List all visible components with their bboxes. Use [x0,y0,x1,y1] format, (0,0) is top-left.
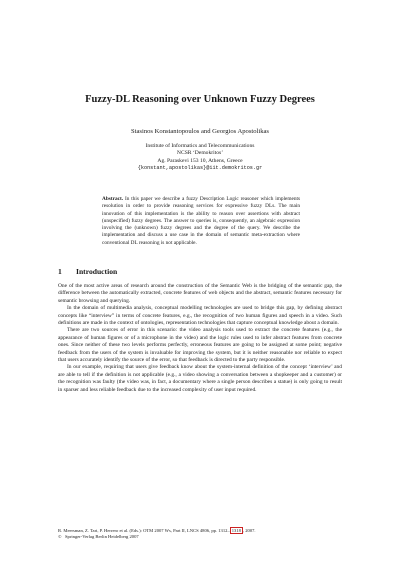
affiliation-line: Ag. Paraskevi 153 10, Athens, Greece [157,157,243,164]
body-text [58,283,342,394]
paper-title: Fuzzy-DL Reasoning over Unknown Fuzzy Degrees [85,94,315,105]
abstract-text: In this paper we describe a fuzzy Description Logic reasoner which implements resolution in order to provide reasoning services for expressive fuzzy DLs. The main innovation of this implementation is the ability to reason over assertions with abstract (unspecified) fuzzy degrees. The answer to queries is, consequently, an algebraic expression involving the (unknown) fuzzy degrees and the degree of the query. We describe the implementation and discuss a use case in the domain of semantic meta-extraction where conventional DL reasoning is not applicable. [102,196,301,246]
body-paragraph: There are two sources of error in this scenario: the video analysis tools used to extract the concrete features (e.g., the appearance of human figures or of a microphone in the video) and the logic rules used to infer abstract features from concrete ones. Since neither of these two levels performs perfectly, erroneous features are going to be assigned at some point; negative feedback from the users of the system is invaluable for improving the system, but it is neither reasonable nor reliable to expect that users accurately identify the source of the error, so that feedback is directed to the party responsible. [58,327,342,364]
author-email: {konstant,apostolikas}@iit.demokritos.gr [137,165,263,172]
page-range-link[interactable]: 1318 [231,528,241,533]
body-paragraph: In our example, requiring that users give feedback know about the system-internal definition of the concept ‘interview’ and are able to tell if the definition is not applicable (e.g., a video showing a conversation between a shopkeeper and a customer) or the recognition was faulty (the video was, in fact, a documentary where a single person describes a statue) is only going to result in sparser and less reliable feedback due to the increased complexity of user input required. [58,364,342,393]
body-paragraph: In the domain of multimedia analysis, conceptual modelling technologies are used to bridge this gap, by defining abstract concepts like “interview” in terms of concrete features, e.g., the recognition of two human figures and speech in a video. Such definitions are made in the context of ontologies, representation technologies that capture conceptual knowledge about a domain. [58,305,342,327]
citation-year: , 2007. [242,528,256,533]
affiliation-line: Institute of Informatics and Telecommunications [145,143,255,149]
publisher-text: Springer-Verlag Berlin Heidelberg 2007 [65,534,139,539]
section-number: 1 [58,267,62,276]
section-title: Introduction [76,267,118,276]
page-footer [58,528,342,540]
section-heading [58,267,117,277]
copyright-line [58,534,342,540]
abstract-label: Abstract. [102,196,124,202]
paper-authors: Stasinos Konstantopoulos and Georgios Apostolikas [131,128,269,135]
author-affiliation [40,143,360,173]
copyright-icon: © [58,534,62,539]
abstract [102,196,300,247]
body-paragraph: One of the most active areas of research around the construction of the Semantic Web is the bridging of the semantic gap, the difference between the automatically extracted, concrete features of web objects and the abstract, semantic features necessary for semantic browsing and querying. [58,283,342,304]
affiliation-line: NCSR ‘Demokritos’ [176,150,224,157]
citation-text: R. Meersman, Z. Tari, P. Herrero et al. (Eds.): OTM 2007 Ws, Part II, LNCS 4806, pp. 1312– [58,528,230,533]
